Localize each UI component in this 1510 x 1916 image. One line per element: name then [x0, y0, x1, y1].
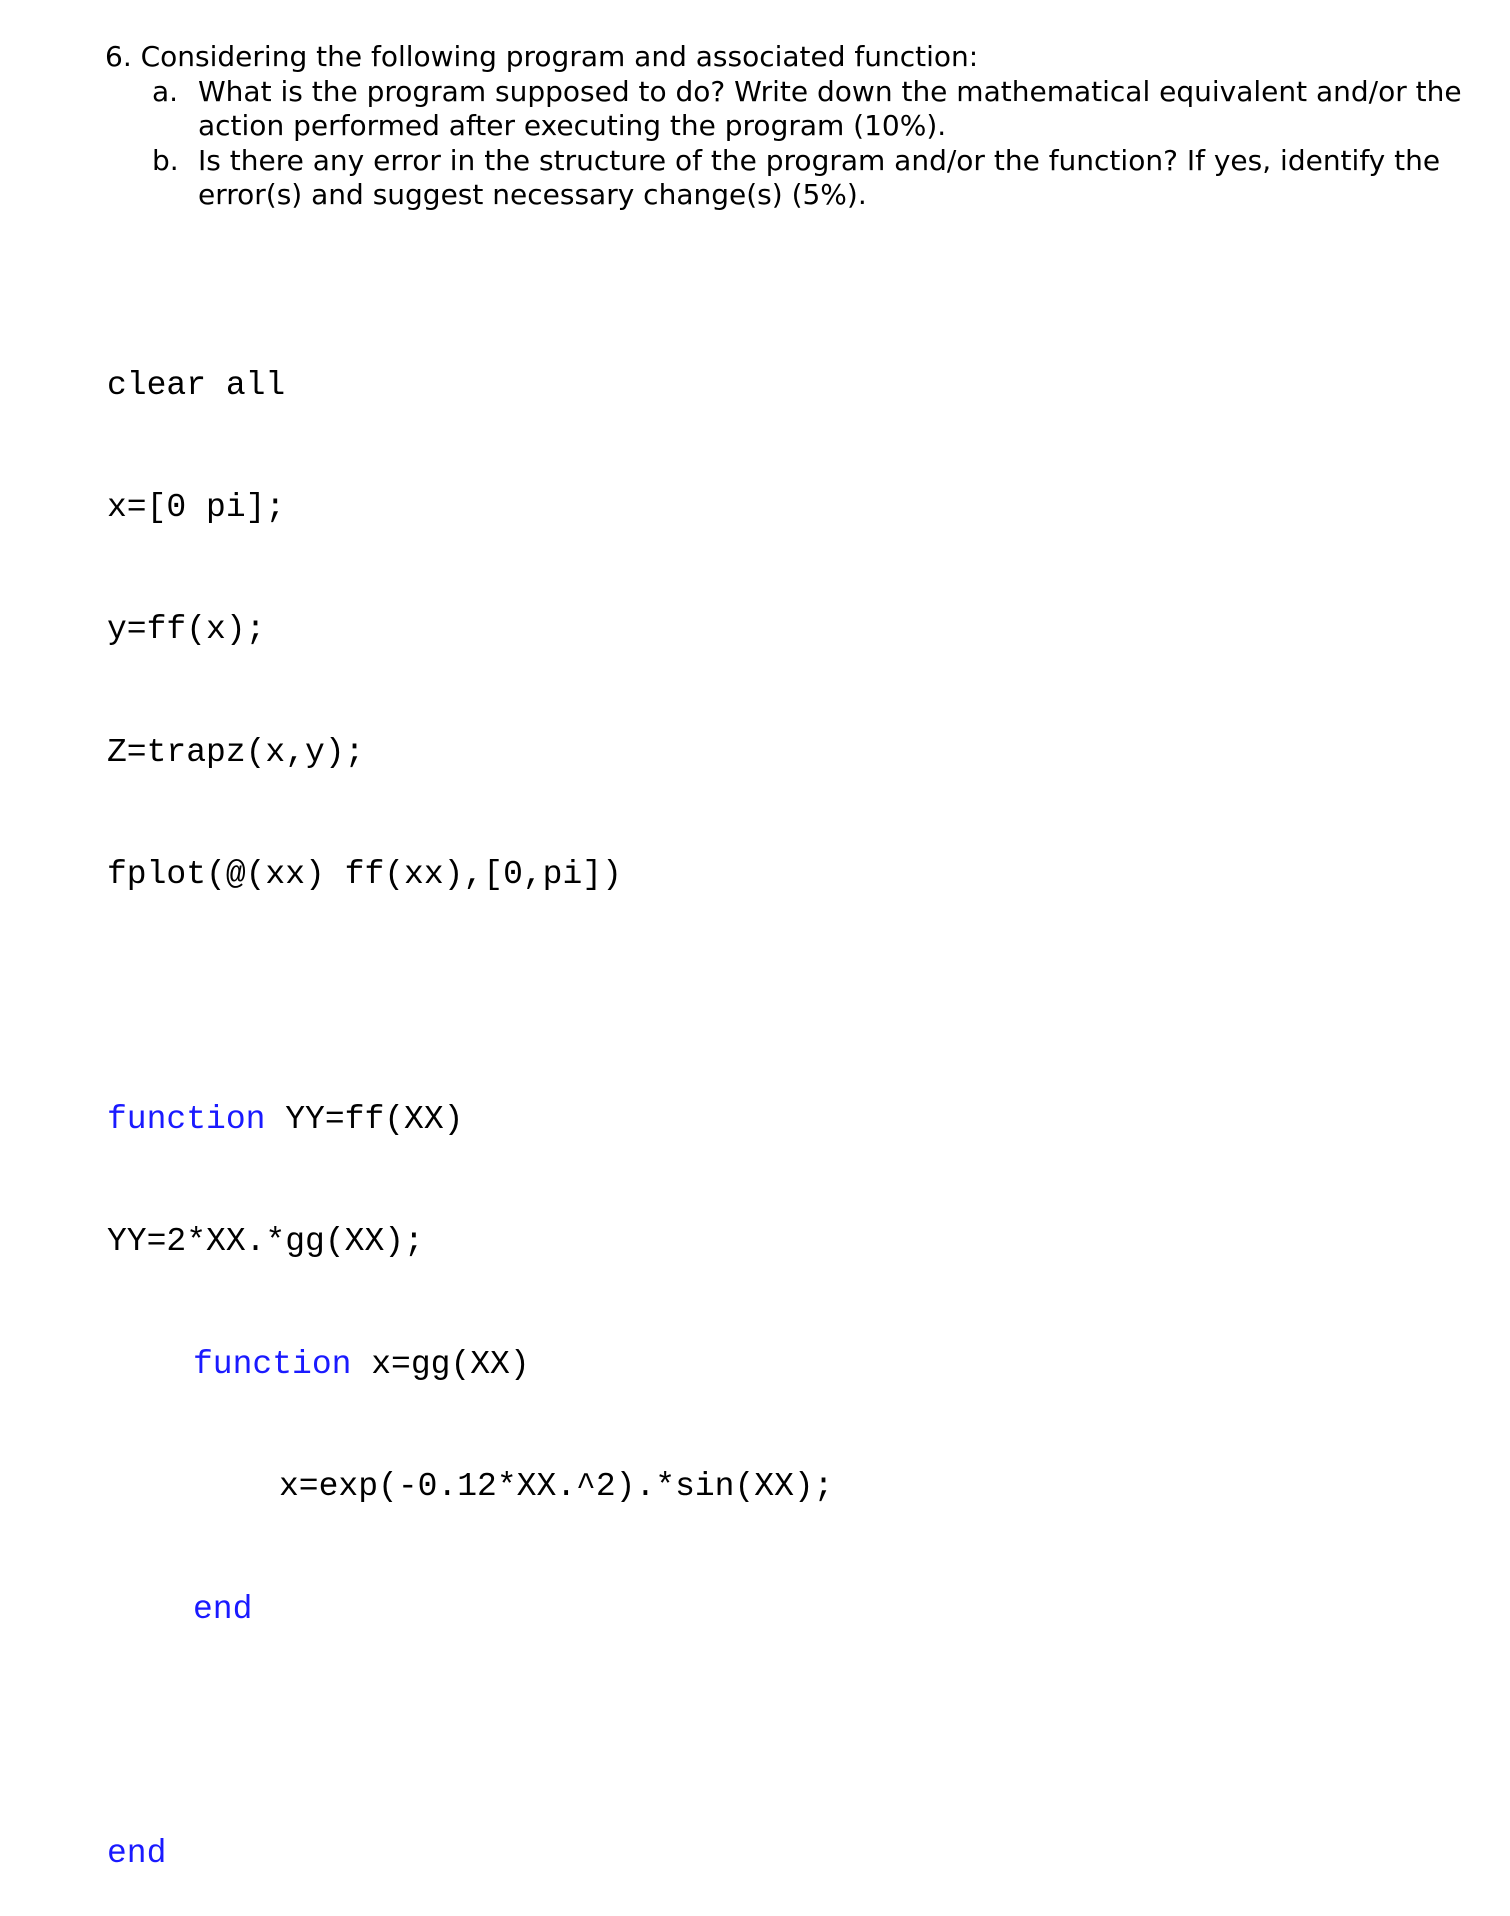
keyword-function: function — [193, 1345, 352, 1383]
code-line-y-assign: y=ff(x); — [107, 611, 266, 649]
code-blank-line — [107, 978, 834, 1019]
sub-question-a-line-1: What is the program supposed to do? Write down the mathematical equivalent and/or the — [198, 74, 1462, 108]
code-line-function-gg — [107, 1345, 834, 1386]
code-blank-line — [107, 1712, 834, 1753]
function-gg-signature: x=gg(XX) — [351, 1345, 530, 1383]
keyword-end: end — [193, 1590, 253, 1628]
sub-question-a — [105, 75, 1475, 144]
code-line-function-ff — [107, 1100, 834, 1141]
code-line-end-outer — [107, 1834, 834, 1875]
sub-question-a-line-2: action performed after executing the program (10%). — [198, 109, 947, 142]
sub-question-a-marker: a. — [152, 74, 179, 108]
code-line-clear-all: clear all — [107, 366, 286, 404]
code-line-trapz: Z=trapz(x,y); — [107, 733, 365, 771]
code-line-exp-sin: x=exp(-0.12*XX.^2).*sin(XX); — [279, 1468, 834, 1506]
sub-question-b-line-1: Is there any error in the structure of the program and/or the function? If yes, identify the — [198, 143, 1441, 177]
function-ff-signature: YY=ff(XX) — [265, 1100, 464, 1138]
keyword-function: function — [107, 1100, 266, 1138]
sub-question-b-line-2: error(s) and suggest necessary change(s) (5%). — [198, 178, 867, 211]
sub-question-b — [105, 144, 1475, 213]
code-listing — [107, 284, 834, 1916]
question-title: 6. Considering the following program and associated function: — [105, 40, 979, 73]
code-line-x-assign: x=[0 pi]; — [107, 488, 286, 526]
question-block — [105, 40, 1475, 213]
sub-question-b-marker: b. — [152, 143, 179, 177]
code-line-fplot: fplot(@(xx) ff(xx),[0,pi]) — [107, 856, 622, 894]
code-line-end-inner — [107, 1590, 834, 1631]
code-line-yy-assign: YY=2*XX.*gg(XX); — [107, 1223, 424, 1261]
keyword-end: end — [107, 1835, 167, 1873]
